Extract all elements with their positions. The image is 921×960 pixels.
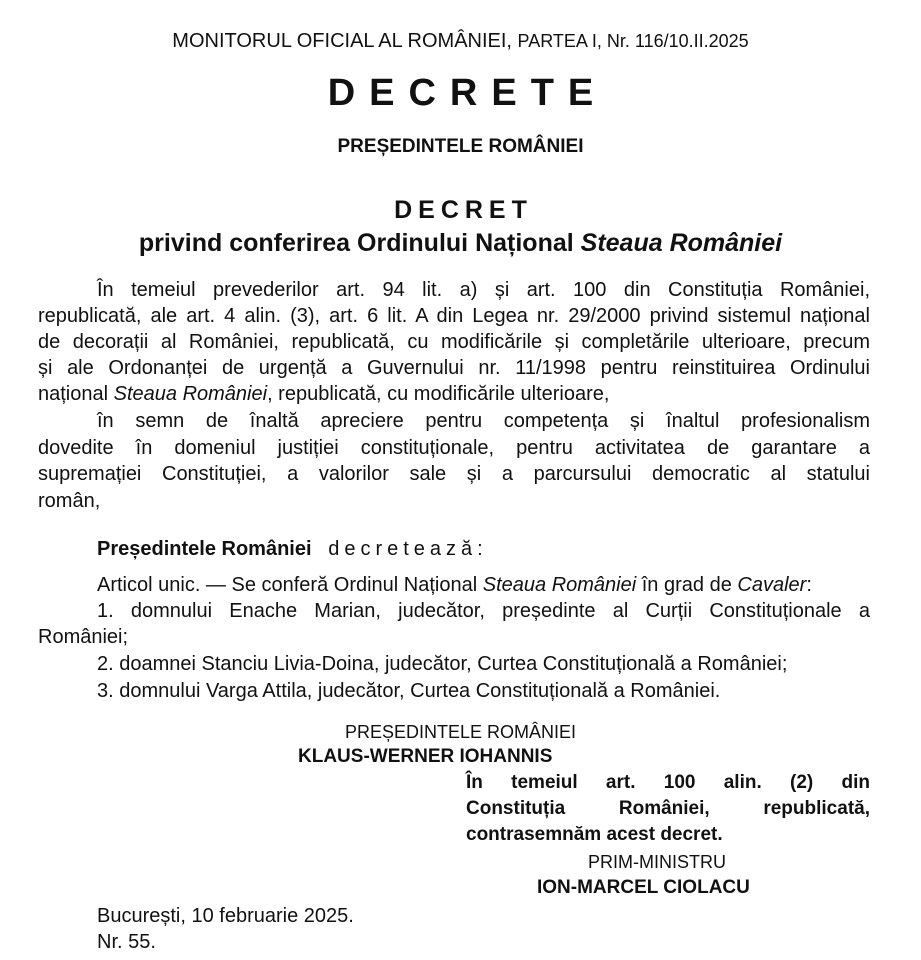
decreteaza-line: [97, 538, 488, 561]
preamble-line: În temeiul prevederilor art. 94 lit. a) și art. 100 din Constituția României,: [97, 279, 870, 301]
preamble-line: [38, 383, 870, 406]
preamble-text: național: [38, 383, 109, 405]
signature-name: KLAUS-WERNER IOHANNIS: [298, 746, 553, 767]
part-and-issue: PARTEA I, Nr. 116/10.II.2025: [517, 31, 749, 51]
list-item: 3. domnului Varga Attila, judecător, Curtea Constituțională a României.: [97, 680, 721, 702]
decree-subtitle-order: Steaua României: [580, 229, 783, 257]
decree-subtitle: [0, 229, 921, 258]
list-item: României;: [38, 626, 129, 648]
decree-title: DECRET: [394, 196, 533, 224]
countersign-name: ION-MARCEL CIOLACU: [537, 877, 750, 898]
decree-number: Nr. 55.: [97, 931, 156, 953]
countersign-line: contrasemnăm acest decret.: [466, 824, 723, 845]
preamble-order-name: Steaua României: [113, 383, 268, 405]
article-prefix: Articol unic. — Se conferă Ordinul Național: [97, 574, 478, 596]
article-middle: în grad de: [641, 574, 732, 596]
list-item: 2. doamnei Stanciu Livia-Doina, judecător, Curtea Constituțională a României;: [97, 653, 788, 675]
article-line: [97, 574, 921, 597]
decreteaza-subject: Președintele României: [97, 538, 312, 560]
decree-subtitle-prefix: privind conferirea Ordinului Național: [138, 229, 574, 257]
preamble-line: în semn de înaltă apreciere pentru competența și înaltul profesionalism: [97, 410, 870, 432]
article-order-name: Steaua României: [482, 574, 637, 596]
article-grade: Cavaler: [737, 574, 807, 596]
page-header: [0, 30, 921, 53]
preamble-line: republicată, ale art. 4 alin. (3), art. 6 lit. A din Legea nr. 29/2000 privind sistemul național: [38, 305, 870, 327]
preamble-line: supremației Constituției, a valorilor sale și a parcursului democratic al statului: [38, 463, 870, 485]
place-date: București, 10 februarie 2025.: [97, 905, 354, 927]
preamble-text: , republicată, cu modificările ulterioare,: [267, 383, 610, 405]
countersign-role: PRIM-MINISTRU: [588, 852, 726, 872]
countersign-line: Constituția României, republicată,: [466, 798, 870, 819]
section-title: DECRETE: [327, 72, 608, 114]
decreteaza-verb: decretează:: [328, 538, 488, 560]
signature-role: PREȘEDINTELE ROMÂNIEI: [344, 722, 577, 742]
preamble-line: român,: [38, 490, 101, 512]
article-colon: :: [806, 574, 812, 596]
countersign-line: În temeiul art. 100 alin. (2) din: [466, 772, 870, 793]
publication-name: MONITORUL OFICIAL AL ROMÂNIEI,: [172, 30, 512, 52]
list-item: 1. domnului Enache Marian, judecător, președinte al Curții Constituționale a: [97, 600, 870, 622]
preamble-line: și ale Ordonanței de urgență a Guvernului nr. 11/1998 pentru reinstituirea Ordinului: [38, 357, 870, 379]
issuer-heading: PREȘEDINTELE ROMÂNIEI: [337, 136, 584, 157]
preamble-line: dovedite în domeniul justiției constituționale, pentru activitatea de garantare a: [38, 437, 870, 459]
preamble-line: de decorații al României, republicată, cu modificările și completările ulterioare, precum: [38, 331, 870, 353]
